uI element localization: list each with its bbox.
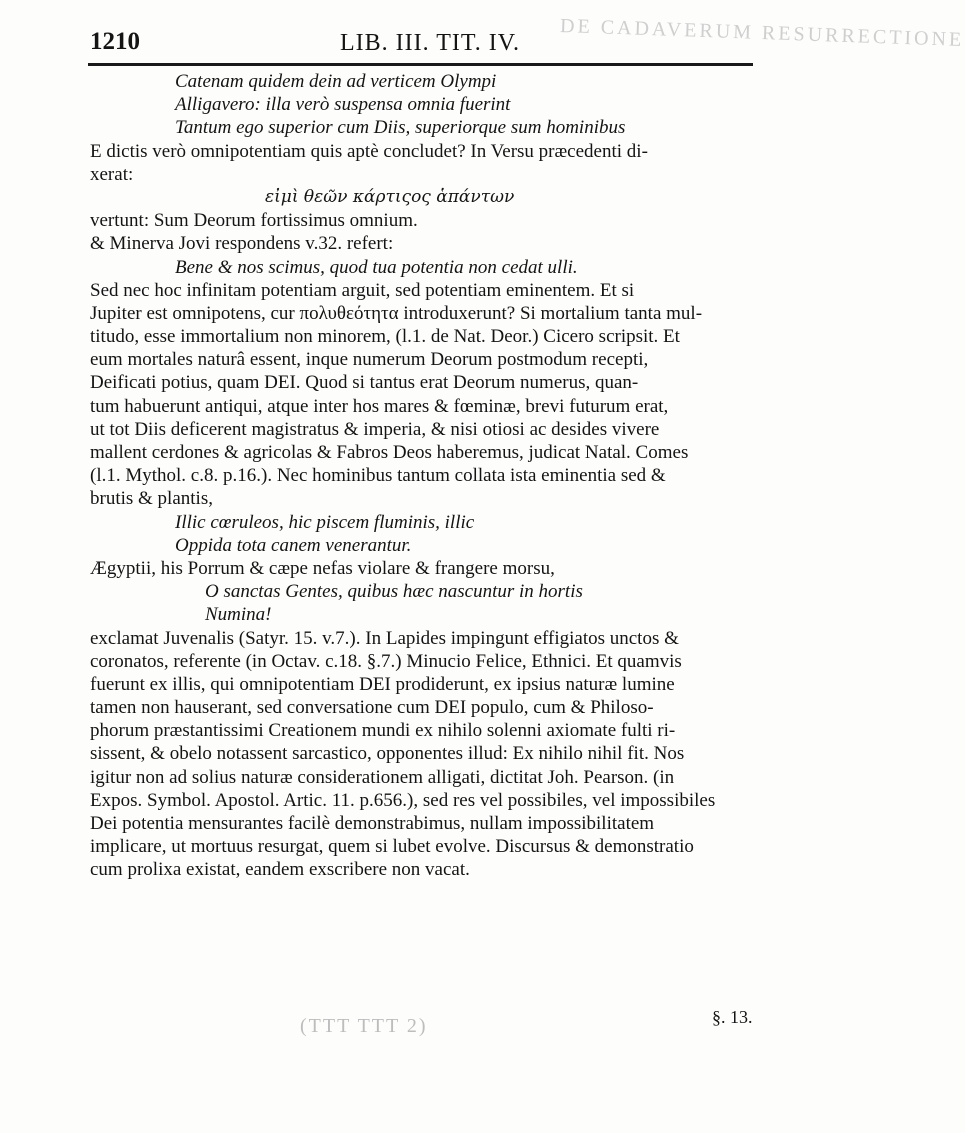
prose-line: brutis & plantis, bbox=[90, 488, 213, 510]
prose-line: (l.1. Mythol. c.8. p.16.). Nec hominibus tantum collata ista eminentia sed & bbox=[90, 465, 666, 487]
greek-verse-line: εἰμὶ θεῶν κάρτιςος ἁπάντων bbox=[265, 186, 515, 207]
verse-line: Bene & nos scimus, quod tua potentia non cedat ulli. bbox=[175, 256, 578, 278]
verse-line: Illic cœruleos, hic piscem fluminis, illic bbox=[175, 511, 475, 533]
running-head: LIB. III. TIT. IV. bbox=[340, 30, 520, 56]
prose-line: mallent cerdones & agricolas & Fabros Deos haberemus, judicat Natal. Comes bbox=[90, 442, 689, 463]
prose-line: vertunt: Sum Deorum fortissimus omnium. bbox=[90, 210, 418, 232]
page-number: 1210 bbox=[90, 28, 140, 55]
prose-line: E dictis verò omnipotentiam quis aptè concludet? In Versu præcedenti di- bbox=[90, 140, 648, 162]
prose-line: implicare, ut mortuus resurgat, quem si lubet evolve. Discursus & demonstratio bbox=[90, 836, 694, 858]
header-rule bbox=[88, 63, 753, 66]
verse-line: Alligavero: illa verò suspensa omnia fuerint bbox=[175, 94, 511, 116]
prose-line: titudo, esse immortalium non minorem, (l.1. de Nat. Deor.) Cicero scripsit. Et bbox=[90, 326, 680, 348]
prose-line: fuerunt ex illis, qui omnipotentiam DEI prodiderunt, ex ipsius naturæ lumine bbox=[90, 673, 675, 695]
prose-line: exclamat Juvenalis (Satyr. 15. v.7.). In Lapides impingunt effigiatos unctos & bbox=[90, 627, 679, 649]
prose-line: Jupiter est omnipotens, cur πολυθεότητα introduxerunt? Si mortalium tanta mul- bbox=[90, 302, 703, 324]
body-text bbox=[90, 70, 755, 882]
prose-line: tum habuerunt antiqui, atque inter hos mares & fœminæ, brevi futurum erat, bbox=[90, 395, 669, 417]
prose-line: & Minerva Jovi respondens v.32. refert: bbox=[90, 233, 394, 255]
prose-line: ut tot Diis deficerent magistratus & imperia, & nisi otiosi ac desides vivere bbox=[90, 418, 660, 440]
prose-line: Dei potentia mensurantes facilè demonstrabimus, nullam impossibilitatem bbox=[90, 813, 655, 834]
verse-line: Oppida tota canem venerantur. bbox=[175, 534, 412, 556]
page-header bbox=[90, 28, 760, 58]
signature-mark: (TTT TTT 2) bbox=[300, 1015, 428, 1037]
prose-line: Ægyptii, his Porrum & cæpe nefas violare & frangere morsu, bbox=[90, 557, 555, 579]
prose-line: tamen non hauserant, sed conversatione cum DEI populo, cum & Philoso- bbox=[90, 697, 654, 719]
prose-line: igitur non ad solius naturæ considerationem alligati, dictitat Joh. Pearson. (in bbox=[90, 766, 675, 788]
prose-line: phorum præstantissimi Creationem mundi ex nihilo solenni axiomate fulti ri- bbox=[90, 720, 676, 742]
prose-line: Sed nec hoc infinitam potentiam arguit, sed potentiam eminentem. Et si bbox=[90, 279, 635, 301]
prose-line: Deificati potius, quam DEI. Quod si tantus erat Deorum numerus, quan- bbox=[90, 372, 639, 394]
prose-line: coronatos, referente (in Octav. c.18. §.7.) Minucio Felice, Ethnici. Et quamvis bbox=[90, 650, 682, 672]
verse-line: Tantum ego superior cum Diis, superiorque sum hominibus bbox=[175, 117, 626, 139]
prose-line: Expos. Symbol. Apostol. Artic. 11. p.656.), sed res vel possibiles, vel impossibiles bbox=[90, 789, 716, 811]
verse-line: O sanctas Gentes, quibus hæc nascuntur in hortis bbox=[205, 581, 583, 603]
verse-line: Numina! bbox=[205, 604, 272, 626]
prose-line: xerat: bbox=[90, 163, 134, 185]
prose-line: sissent, & obelo notassent sarcastico, opponentes illud: Ex nihilo nihil fit. Nos bbox=[90, 743, 685, 765]
verse-line: Catenam quidem dein ad verticem Olympi bbox=[175, 71, 497, 92]
bleed-through-text: DE CADAVERUM RESURRECTIONE bbox=[559, 14, 965, 52]
prose-line: cum prolixa existat, eandem exscribere non vacat. bbox=[90, 859, 470, 881]
catchword: §. 13. bbox=[712, 1007, 753, 1027]
prose-line: eum mortales naturâ essent, inque numerum Deorum postmodum recepti, bbox=[90, 349, 649, 371]
